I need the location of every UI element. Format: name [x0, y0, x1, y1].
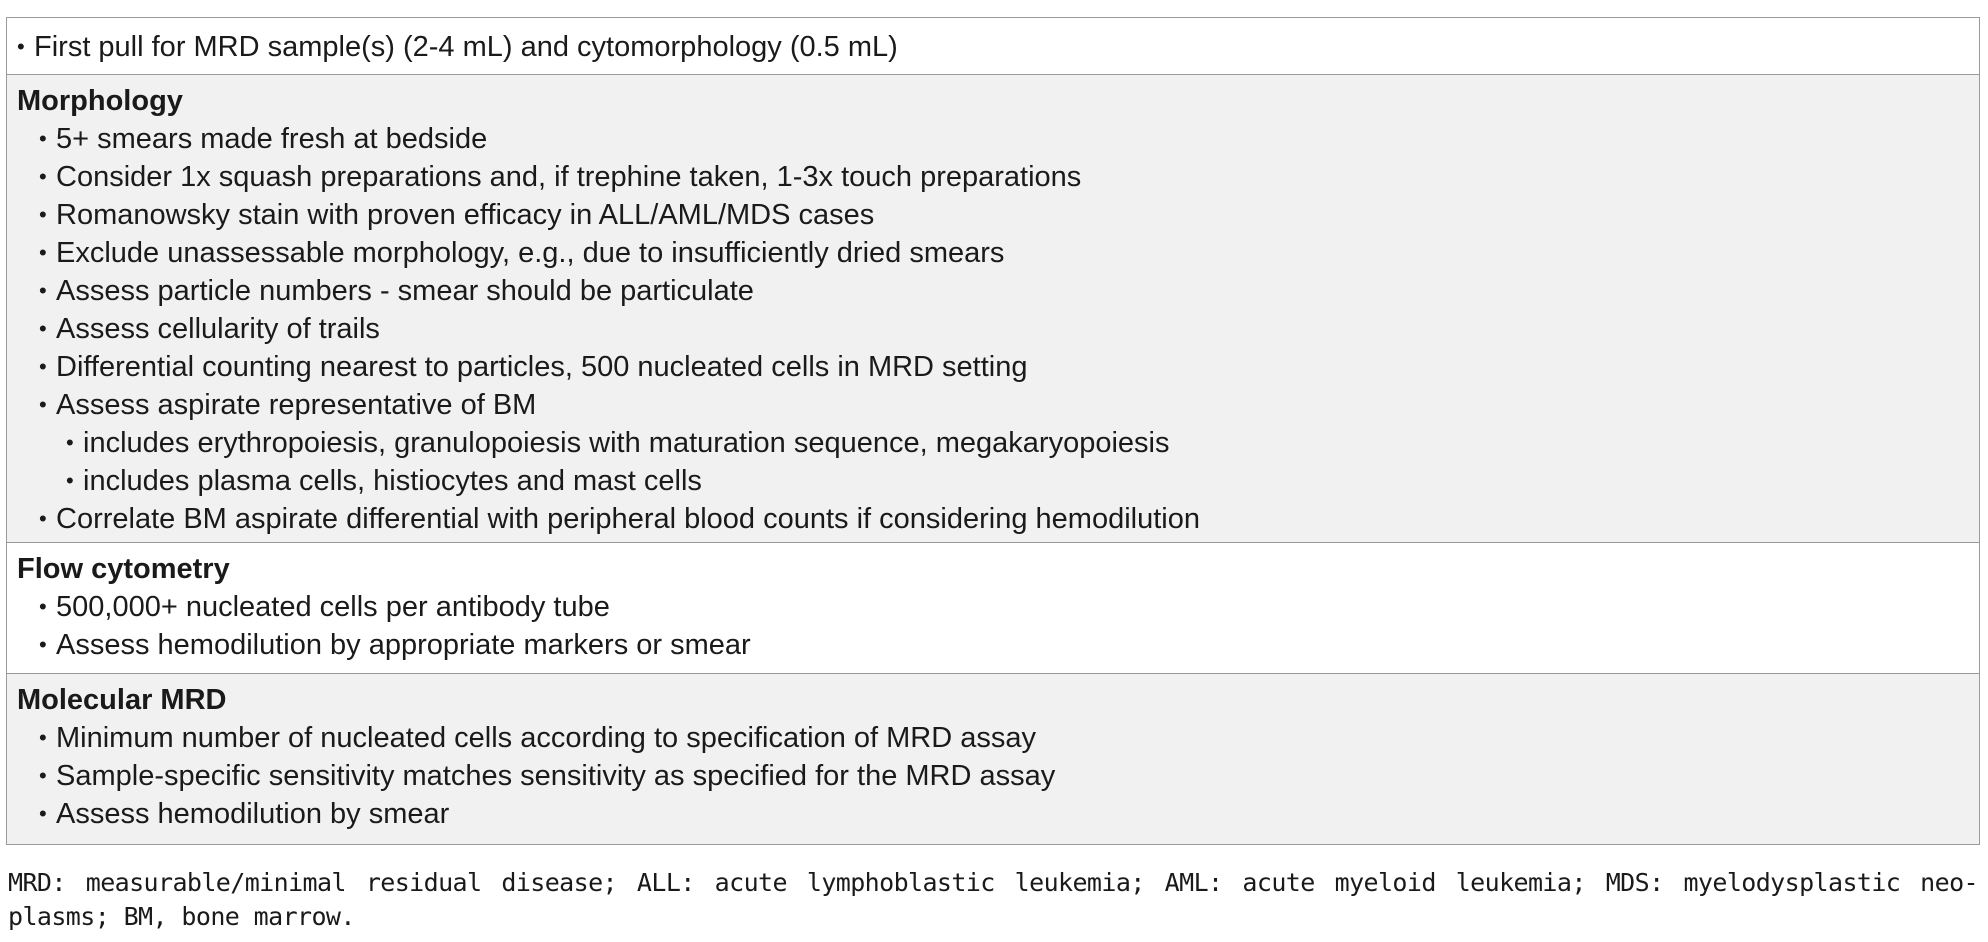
bullet-icon: •	[66, 430, 74, 455]
section-heading: Molecular MRD	[17, 684, 227, 716]
list-item: • 5+ smears made fresh at bedside	[7, 120, 1979, 158]
list-item: • Consider 1x squash preparations and, if trephine taken, 1-3x touch preparations	[7, 158, 1979, 196]
bullet-icon: •	[39, 594, 47, 619]
bullet-icon: •	[17, 34, 25, 59]
list-item: • First pull for MRD sample(s) (2-4 mL) and cytomorphology (0.5 mL)	[7, 28, 1979, 66]
bullet-icon: •	[39, 632, 47, 657]
bullet-icon: •	[39, 316, 47, 341]
bullet-icon: •	[39, 354, 47, 379]
table-row-flow-cytometry	[7, 542, 1979, 673]
bullet-icon: •	[39, 801, 47, 826]
sub-list-item: • includes erythropoiesis, granulopoiesis with maturation sequence, megakaryopoiesis	[7, 424, 1979, 462]
list-item: • Assess aspirate representative of BM	[7, 386, 1979, 424]
sub-list-item: • includes plasma cells, histiocytes and mast cells	[7, 462, 1979, 500]
list-item: • Assess particle numbers - smear should be particulate	[7, 272, 1979, 310]
list-item: • Assess hemodilution by smear	[7, 795, 1979, 833]
bullet-icon: •	[66, 468, 74, 493]
section-heading: Flow cytometry	[17, 553, 230, 585]
table-row-first-pull	[7, 18, 1979, 74]
list-item: • Romanowsky stain with proven efficacy in ALL/AML/MDS cases	[7, 196, 1979, 234]
bullet-icon: •	[39, 392, 47, 417]
bullet-icon: •	[39, 763, 47, 788]
footnote: MRD: measurable/minimal residual disease; ALL: acute lymphoblastic leukemia; AML: acute myeloid leukemia; MDS: myelodysplastic neo-plasms; BM, bone marrow.	[8, 868, 1978, 931]
bullet-icon: •	[39, 240, 47, 265]
list-item: • 500,000+ nucleated cells per antibody tube	[7, 588, 1979, 626]
list-item: • Minimum number of nucleated cells according to specification of MRD assay	[7, 719, 1979, 757]
list-item: • Exclude unassessable morphology, e.g., due to insufficiently dried smears	[7, 234, 1979, 272]
table-row-morphology	[7, 74, 1979, 542]
bullet-icon: •	[39, 278, 47, 303]
list-item: • Differential counting nearest to particles, 500 nucleated cells in MRD setting	[7, 348, 1979, 386]
list-item: • Sample-specific sensitivity matches sensitivity as specified for the MRD assay	[7, 757, 1979, 795]
bullet-icon: •	[39, 725, 47, 750]
bullet-icon: •	[39, 202, 47, 227]
criteria-table	[6, 17, 1980, 845]
table-row-molecular-mrd	[7, 673, 1979, 844]
section-heading: Morphology	[17, 85, 183, 117]
list-item: • Correlate BM aspirate differential with peripheral blood counts if considering hemodilution	[7, 500, 1979, 538]
bullet-icon: •	[39, 164, 47, 189]
bullet-icon: •	[39, 126, 47, 151]
list-item: • Assess hemodilution by appropriate markers or smear	[7, 626, 1979, 664]
bullet-icon: •	[39, 506, 47, 531]
list-item: • Assess cellularity of trails	[7, 310, 1979, 348]
